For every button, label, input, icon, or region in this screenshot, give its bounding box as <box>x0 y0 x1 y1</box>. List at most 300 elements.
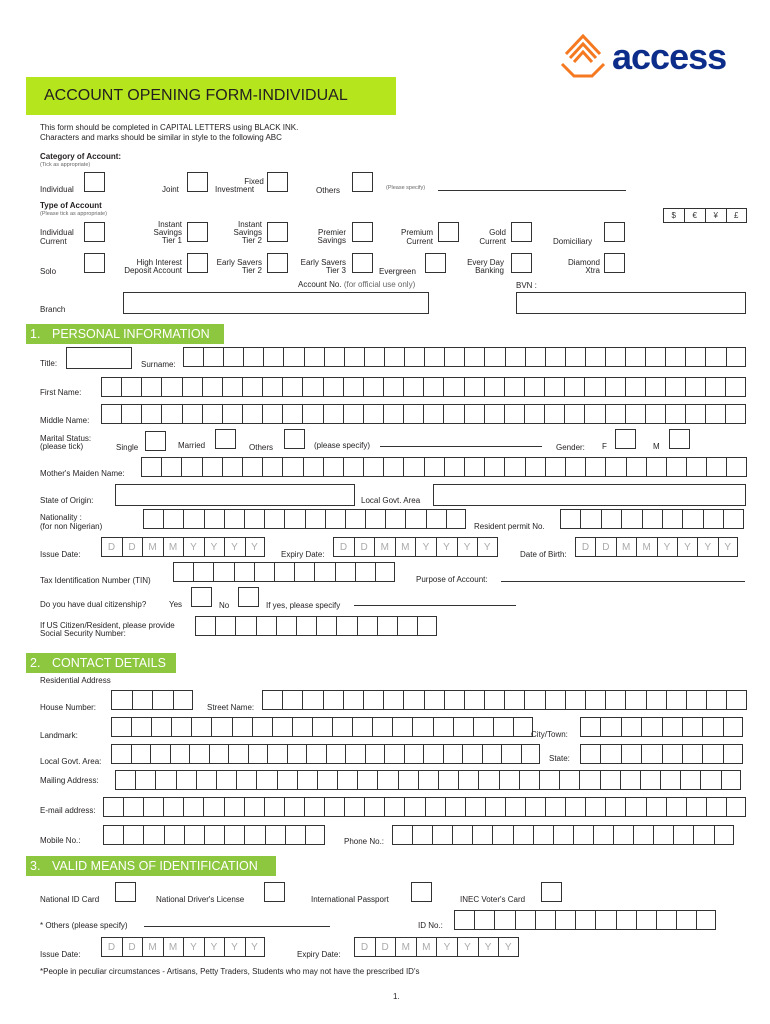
nationality-cells[interactable] <box>143 509 466 529</box>
date-cell[interactable]: Y <box>718 537 738 557</box>
input-cell[interactable] <box>262 377 282 397</box>
date-cell[interactable]: Y <box>183 537 204 557</box>
input-cell[interactable] <box>164 825 184 845</box>
input-cell[interactable] <box>182 377 202 397</box>
middle-name-cells[interactable] <box>101 404 746 424</box>
mailing-address-cells[interactable] <box>115 770 741 790</box>
input-cell[interactable] <box>304 797 324 817</box>
input-cell[interactable] <box>585 347 605 367</box>
input-cell[interactable] <box>424 457 444 477</box>
date-cell[interactable]: Y <box>436 937 457 957</box>
input-cell[interactable] <box>392 825 412 845</box>
date-cell[interactable]: Y <box>245 937 266 957</box>
input-cell[interactable] <box>267 744 287 764</box>
input-cell[interactable] <box>453 717 473 737</box>
input-cell[interactable] <box>265 825 285 845</box>
input-cell[interactable] <box>345 744 365 764</box>
input-cell[interactable] <box>645 404 665 424</box>
input-cell[interactable] <box>584 404 604 424</box>
surname-cells[interactable] <box>183 347 746 367</box>
input-cell[interactable] <box>478 770 498 790</box>
input-cell[interactable] <box>680 770 700 790</box>
input-cell[interactable] <box>521 744 541 764</box>
category-individual-checkbox[interactable] <box>84 172 105 192</box>
input-cell[interactable] <box>332 717 352 737</box>
input-cell[interactable] <box>472 825 492 845</box>
input-cell[interactable] <box>725 377 745 397</box>
input-cell[interactable] <box>242 457 262 477</box>
input-cell[interactable] <box>665 404 685 424</box>
input-cell[interactable] <box>616 910 636 930</box>
input-cell[interactable] <box>345 509 365 529</box>
input-cell[interactable] <box>424 347 444 367</box>
input-cell[interactable] <box>426 509 446 529</box>
input-cell[interactable] <box>660 770 680 790</box>
input-cell[interactable] <box>355 562 375 582</box>
input-cell[interactable] <box>706 457 726 477</box>
input-cell[interactable] <box>195 616 215 636</box>
input-cell[interactable] <box>211 717 231 737</box>
input-cell[interactable] <box>232 717 252 737</box>
tin-cells[interactable] <box>173 562 395 582</box>
first-name-cells[interactable] <box>101 377 746 397</box>
input-cell[interactable] <box>276 616 296 636</box>
input-cell[interactable] <box>605 690 625 710</box>
input-cell[interactable] <box>189 744 209 764</box>
type-individual-current-checkbox[interactable] <box>84 222 105 242</box>
input-cell[interactable] <box>163 509 183 529</box>
input-cell[interactable] <box>337 770 357 790</box>
date-cell[interactable]: D <box>595 537 615 557</box>
input-cell[interactable] <box>484 404 504 424</box>
input-cell[interactable] <box>494 910 514 930</box>
input-cell[interactable] <box>325 509 345 529</box>
input-cell[interactable] <box>176 770 196 790</box>
input-cell[interactable] <box>335 562 355 582</box>
input-cell[interactable] <box>121 377 141 397</box>
input-cell[interactable] <box>504 690 524 710</box>
bvn-field[interactable] <box>516 292 746 314</box>
input-cell[interactable] <box>464 347 484 367</box>
input-cell[interactable] <box>726 347 746 367</box>
input-cell[interactable] <box>412 825 432 845</box>
input-cell[interactable] <box>555 910 575 930</box>
type-instant-savings-tier2-checkbox[interactable] <box>267 222 288 242</box>
input-cell[interactable] <box>216 770 236 790</box>
input-cell[interactable] <box>392 717 412 737</box>
date-cell[interactable]: Y <box>204 937 225 957</box>
input-cell[interactable] <box>519 770 539 790</box>
input-cell[interactable] <box>662 744 682 764</box>
input-cell[interactable] <box>121 404 141 424</box>
input-cell[interactable] <box>702 744 722 764</box>
input-cell[interactable] <box>161 457 181 477</box>
input-cell[interactable] <box>462 744 482 764</box>
input-cell[interactable] <box>103 797 123 817</box>
input-cell[interactable] <box>438 770 458 790</box>
input-cell[interactable] <box>600 717 620 737</box>
input-cell[interactable] <box>613 825 633 845</box>
input-cell[interactable] <box>535 910 555 930</box>
input-cell[interactable] <box>384 797 404 817</box>
currency-pound[interactable]: £ <box>726 208 747 223</box>
input-cell[interactable] <box>525 797 545 817</box>
input-cell[interactable] <box>302 377 322 397</box>
input-cell[interactable] <box>474 910 494 930</box>
date-cell[interactable]: M <box>416 937 437 957</box>
input-cell[interactable] <box>183 797 203 817</box>
type-early-savers-tier2-checkbox[interactable] <box>267 253 288 273</box>
input-cell[interactable] <box>294 562 314 582</box>
input-cell[interactable] <box>363 690 383 710</box>
input-cell[interactable] <box>236 770 256 790</box>
input-cell[interactable] <box>484 457 504 477</box>
type-evergreen-checkbox[interactable] <box>425 253 446 273</box>
input-cell[interactable] <box>545 347 565 367</box>
input-cell[interactable] <box>155 770 175 790</box>
input-cell[interactable] <box>625 377 645 397</box>
input-cell[interactable] <box>485 797 505 817</box>
input-cell[interactable] <box>202 404 222 424</box>
marital-single-checkbox[interactable] <box>145 431 166 451</box>
input-cell[interactable] <box>605 404 625 424</box>
input-cell[interactable] <box>244 509 264 529</box>
input-cell[interactable] <box>123 797 143 817</box>
input-cell[interactable] <box>633 825 653 845</box>
input-cell[interactable] <box>163 797 183 817</box>
input-cell[interactable] <box>297 770 317 790</box>
date-cell[interactable]: M <box>163 937 184 957</box>
account-no-field[interactable] <box>123 292 429 314</box>
input-cell[interactable] <box>302 690 322 710</box>
input-cell[interactable] <box>141 404 161 424</box>
input-cell[interactable] <box>432 825 452 845</box>
input-cell[interactable] <box>184 825 204 845</box>
purpose-line[interactable] <box>501 581 745 582</box>
input-cell[interactable] <box>625 690 645 710</box>
input-cell[interactable] <box>141 457 161 477</box>
input-cell[interactable] <box>605 457 625 477</box>
input-cell[interactable] <box>287 744 307 764</box>
input-cell[interactable] <box>171 717 191 737</box>
type-premium-current-checkbox[interactable] <box>438 222 459 242</box>
input-cell[interactable] <box>484 690 504 710</box>
category-others-specify-line[interactable] <box>438 190 626 191</box>
input-cell[interactable] <box>262 457 282 477</box>
date-cell[interactable]: Y <box>697 537 717 557</box>
date-cell[interactable]: Y <box>224 537 245 557</box>
input-cell[interactable] <box>501 744 521 764</box>
input-cell[interactable] <box>621 509 641 529</box>
input-cell[interactable] <box>726 690 746 710</box>
input-cell[interactable] <box>665 377 685 397</box>
date-cell[interactable]: D <box>375 937 396 957</box>
title-field[interactable] <box>66 347 132 369</box>
input-cell[interactable] <box>524 377 544 397</box>
input-cell[interactable] <box>254 562 274 582</box>
input-cell[interactable] <box>115 770 135 790</box>
state-cells[interactable] <box>580 744 743 764</box>
input-cell[interactable] <box>196 770 216 790</box>
input-cell[interactable] <box>228 744 248 764</box>
input-cell[interactable] <box>344 797 364 817</box>
input-cell[interactable] <box>204 825 224 845</box>
type-domiciliary-checkbox[interactable] <box>604 222 625 242</box>
category-fixed-checkbox[interactable] <box>267 172 288 192</box>
date-cell[interactable]: D <box>101 937 122 957</box>
input-cell[interactable] <box>343 404 363 424</box>
input-cell[interactable] <box>244 825 264 845</box>
input-cell[interactable] <box>252 717 272 737</box>
input-cell[interactable] <box>525 347 545 367</box>
expiry-date-cells[interactable] <box>333 537 498 557</box>
input-cell[interactable] <box>183 509 203 529</box>
marital-others-specify-line[interactable] <box>380 446 542 447</box>
street-name-cells[interactable] <box>262 690 747 710</box>
input-cell[interactable] <box>646 690 666 710</box>
input-cell[interactable] <box>705 347 725 367</box>
input-cell[interactable] <box>565 457 585 477</box>
input-cell[interactable] <box>433 717 453 737</box>
input-cell[interactable] <box>243 347 263 367</box>
resident-permit-cells[interactable] <box>560 509 744 529</box>
input-cell[interactable] <box>673 825 693 845</box>
input-cell[interactable] <box>685 347 705 367</box>
input-cell[interactable] <box>424 690 444 710</box>
category-others-checkbox[interactable] <box>352 172 373 192</box>
input-cell[interactable] <box>465 797 485 817</box>
input-cell[interactable] <box>101 404 121 424</box>
input-cell[interactable] <box>702 717 722 737</box>
input-cell[interactable] <box>452 825 472 845</box>
input-cell[interactable] <box>645 377 665 397</box>
input-cell[interactable] <box>372 717 392 737</box>
input-cell[interactable] <box>357 616 377 636</box>
input-cell[interactable] <box>444 347 464 367</box>
input-cell[interactable] <box>515 910 535 930</box>
input-cell[interactable] <box>203 347 223 367</box>
input-cell[interactable] <box>417 616 437 636</box>
input-cell[interactable] <box>215 616 235 636</box>
input-cell[interactable] <box>152 690 173 710</box>
input-cell[interactable] <box>601 509 621 529</box>
input-cell[interactable] <box>621 744 641 764</box>
input-cell[interactable] <box>317 770 337 790</box>
id-issue-date-cells[interactable] <box>101 937 265 957</box>
landmark-cells[interactable] <box>111 717 533 737</box>
type-diamond-xtra-checkbox[interactable] <box>604 253 625 273</box>
ssn-cells[interactable] <box>195 616 437 636</box>
input-cell[interactable] <box>377 616 397 636</box>
input-cell[interactable] <box>686 797 706 817</box>
input-cell[interactable] <box>646 797 666 817</box>
input-cell[interactable] <box>636 910 656 930</box>
input-cell[interactable] <box>403 690 423 710</box>
input-cell[interactable] <box>425 797 445 817</box>
input-cell[interactable] <box>573 825 593 845</box>
input-cell[interactable] <box>403 457 423 477</box>
input-cell[interactable] <box>605 377 625 397</box>
input-cell[interactable] <box>161 377 181 397</box>
input-cell[interactable] <box>725 404 745 424</box>
input-cell[interactable] <box>565 797 585 817</box>
input-cell[interactable] <box>621 717 641 737</box>
input-cell[interactable] <box>323 690 343 710</box>
type-instant-savings-tier1-checkbox[interactable] <box>187 222 208 242</box>
input-cell[interactable] <box>705 377 725 397</box>
input-cell[interactable] <box>444 457 464 477</box>
input-cell[interactable] <box>513 717 533 737</box>
input-cell[interactable] <box>272 717 292 737</box>
input-cell[interactable] <box>143 825 163 845</box>
input-cell[interactable] <box>277 770 297 790</box>
input-cell[interactable] <box>336 616 356 636</box>
input-cell[interactable] <box>234 562 254 582</box>
input-cell[interactable] <box>605 347 625 367</box>
date-cell[interactable]: M <box>395 937 416 957</box>
input-cell[interactable] <box>170 744 190 764</box>
input-cell[interactable] <box>585 690 605 710</box>
date-cell[interactable]: Y <box>183 937 204 957</box>
input-cell[interactable] <box>306 744 326 764</box>
input-cell[interactable] <box>398 770 418 790</box>
input-cell[interactable] <box>343 377 363 397</box>
input-cell[interactable] <box>284 797 304 817</box>
input-cell[interactable] <box>364 797 384 817</box>
input-cell[interactable] <box>642 509 662 529</box>
input-cell[interactable] <box>357 770 377 790</box>
city-cells[interactable] <box>580 717 743 737</box>
id-no-cells[interactable] <box>454 910 716 930</box>
input-cell[interactable] <box>405 509 425 529</box>
input-cell[interactable] <box>525 457 545 477</box>
input-cell[interactable] <box>545 690 565 710</box>
input-cell[interactable] <box>202 457 222 477</box>
input-cell[interactable] <box>111 690 132 710</box>
currency-yen[interactable]: ¥ <box>705 208 726 223</box>
input-cell[interactable] <box>326 744 346 764</box>
dob-cells[interactable] <box>575 537 738 557</box>
input-cell[interactable] <box>625 404 645 424</box>
type-every-day-banking-checkbox[interactable] <box>511 253 532 273</box>
input-cell[interactable] <box>579 770 599 790</box>
input-cell[interactable] <box>665 347 685 367</box>
input-cell[interactable] <box>605 797 625 817</box>
input-cell[interactable] <box>274 562 294 582</box>
date-cell[interactable]: D <box>101 537 122 557</box>
input-cell[interactable] <box>504 377 524 397</box>
input-cell[interactable] <box>723 744 743 764</box>
input-cell[interactable] <box>593 825 613 845</box>
input-cell[interactable] <box>263 347 283 367</box>
input-cell[interactable] <box>626 457 646 477</box>
input-cell[interactable] <box>444 690 464 710</box>
input-cell[interactable] <box>111 744 131 764</box>
input-cell[interactable] <box>282 377 302 397</box>
input-cell[interactable] <box>423 404 443 424</box>
type-gold-current-checkbox[interactable] <box>511 222 532 242</box>
date-cell[interactable]: M <box>163 537 184 557</box>
input-cell[interactable] <box>443 377 463 397</box>
input-cell[interactable] <box>412 717 432 737</box>
date-cell[interactable]: Y <box>498 937 519 957</box>
input-cell[interactable] <box>303 457 323 477</box>
contact-lga-cells[interactable] <box>111 744 540 764</box>
personal-lga-field[interactable] <box>433 484 746 506</box>
input-cell[interactable] <box>585 797 605 817</box>
input-cell[interactable] <box>256 616 276 636</box>
date-cell[interactable]: Y <box>457 937 478 957</box>
input-cell[interactable] <box>284 509 304 529</box>
input-cell[interactable] <box>565 690 585 710</box>
dual-no-checkbox[interactable] <box>238 587 259 607</box>
input-cell[interactable] <box>682 509 702 529</box>
type-premier-savings-checkbox[interactable] <box>352 222 373 242</box>
input-cell[interactable] <box>264 509 284 529</box>
input-cell[interactable] <box>625 797 645 817</box>
input-cell[interactable] <box>384 347 404 367</box>
input-cell[interactable] <box>173 690 194 710</box>
input-cell[interactable] <box>446 509 466 529</box>
input-cell[interactable] <box>343 690 363 710</box>
input-cell[interactable] <box>513 825 533 845</box>
input-cell[interactable] <box>580 717 600 737</box>
input-cell[interactable] <box>191 717 211 737</box>
currency-euro[interactable]: € <box>684 208 705 223</box>
input-cell[interactable] <box>262 404 282 424</box>
gender-m-checkbox[interactable] <box>669 429 690 449</box>
input-cell[interactable] <box>454 910 474 930</box>
input-cell[interactable] <box>209 744 229 764</box>
input-cell[interactable] <box>676 910 696 930</box>
input-cell[interactable] <box>282 690 302 710</box>
input-cell[interactable] <box>723 717 743 737</box>
date-cell[interactable]: Y <box>677 537 697 557</box>
input-cell[interactable] <box>620 770 640 790</box>
input-cell[interactable] <box>533 825 553 845</box>
input-cell[interactable] <box>203 797 223 817</box>
input-cell[interactable] <box>282 457 302 477</box>
input-cell[interactable] <box>682 717 702 737</box>
input-cell[interactable] <box>553 825 573 845</box>
date-cell[interactable]: D <box>354 937 375 957</box>
input-cell[interactable] <box>292 717 312 737</box>
input-cell[interactable] <box>545 797 565 817</box>
date-cell[interactable]: Y <box>477 537 498 557</box>
input-cell[interactable] <box>575 910 595 930</box>
input-cell[interactable] <box>666 457 686 477</box>
input-cell[interactable] <box>143 509 163 529</box>
gender-f-checkbox[interactable] <box>615 429 636 449</box>
input-cell[interactable] <box>143 797 163 817</box>
date-cell[interactable]: Y <box>478 937 499 957</box>
input-cell[interactable] <box>141 377 161 397</box>
id-others-line[interactable] <box>144 926 330 927</box>
input-cell[interactable] <box>700 770 720 790</box>
phone-cells[interactable] <box>392 825 734 845</box>
input-cell[interactable] <box>484 347 504 367</box>
input-cell[interactable] <box>343 457 363 477</box>
date-cell[interactable]: M <box>395 537 416 557</box>
input-cell[interactable] <box>377 770 397 790</box>
input-cell[interactable] <box>721 770 741 790</box>
input-cell[interactable] <box>539 770 559 790</box>
input-cell[interactable] <box>365 509 385 529</box>
input-cell[interactable] <box>705 404 725 424</box>
input-cell[interactable] <box>504 404 524 424</box>
input-cell[interactable] <box>443 404 463 424</box>
input-cell[interactable] <box>693 825 713 845</box>
